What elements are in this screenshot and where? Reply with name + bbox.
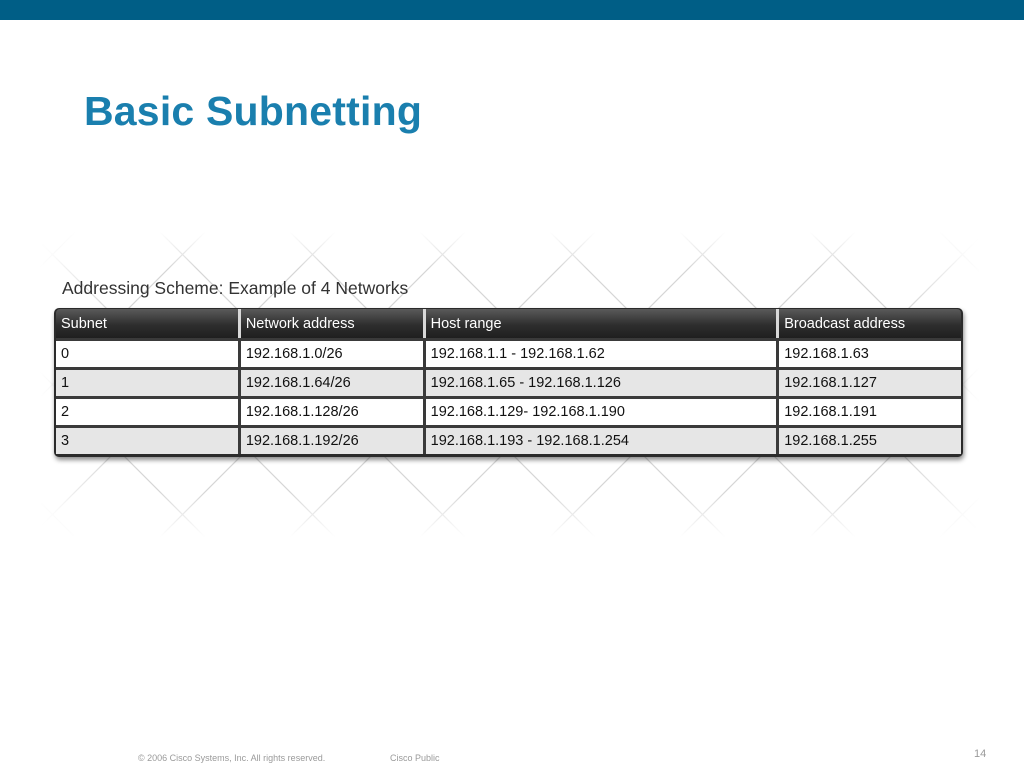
- table-header-row: [56, 309, 961, 338]
- table-caption: Addressing Scheme: Example of 4 Networks: [62, 278, 409, 298]
- cell-network-address: 192.168.1.64/26: [241, 367, 426, 396]
- cell-subnet: 1: [56, 367, 241, 396]
- header-host-range: Host range: [426, 309, 780, 338]
- cell-network-address: 192.168.1.128/26: [241, 396, 426, 425]
- table-row: [56, 367, 961, 396]
- cell-network-address: 192.168.1.0/26: [241, 338, 426, 367]
- header-broadcast-address: Broadcast address: [779, 309, 961, 338]
- cell-broadcast-address: 192.168.1.127: [779, 367, 961, 396]
- addressing-table-container: [54, 308, 963, 457]
- cell-broadcast-address: 192.168.1.63: [779, 338, 961, 367]
- table-row: [56, 396, 961, 425]
- cell-subnet: 2: [56, 396, 241, 425]
- header-network-address: Network address: [241, 309, 426, 338]
- top-banner: [0, 0, 1024, 20]
- table-row: [56, 338, 961, 367]
- table-row: [56, 425, 961, 454]
- cell-broadcast-address: 192.168.1.191: [779, 396, 961, 425]
- header-subnet: Subnet: [56, 309, 241, 338]
- addressing-table: [56, 309, 961, 454]
- cell-subnet: 0: [56, 338, 241, 367]
- cell-broadcast-address: 192.168.1.255: [779, 425, 961, 454]
- cell-host-range: 192.168.1.193 - 192.168.1.254: [426, 425, 780, 454]
- footer-copyright: © 2006 Cisco Systems, Inc. All rights reserved.: [138, 753, 326, 763]
- cell-subnet: 3: [56, 425, 241, 454]
- cell-host-range: 192.168.1.1 - 192.168.1.62: [426, 338, 780, 367]
- page-number: 14: [974, 748, 987, 760]
- slide-title: Basic Subnetting: [84, 88, 423, 134]
- cell-host-range: 192.168.1.129- 192.168.1.190: [426, 396, 780, 425]
- footer-classification: Cisco Public: [390, 753, 440, 763]
- cell-host-range: 192.168.1.65 - 192.168.1.126: [426, 367, 780, 396]
- cell-network-address: 192.168.1.192/26: [241, 425, 426, 454]
